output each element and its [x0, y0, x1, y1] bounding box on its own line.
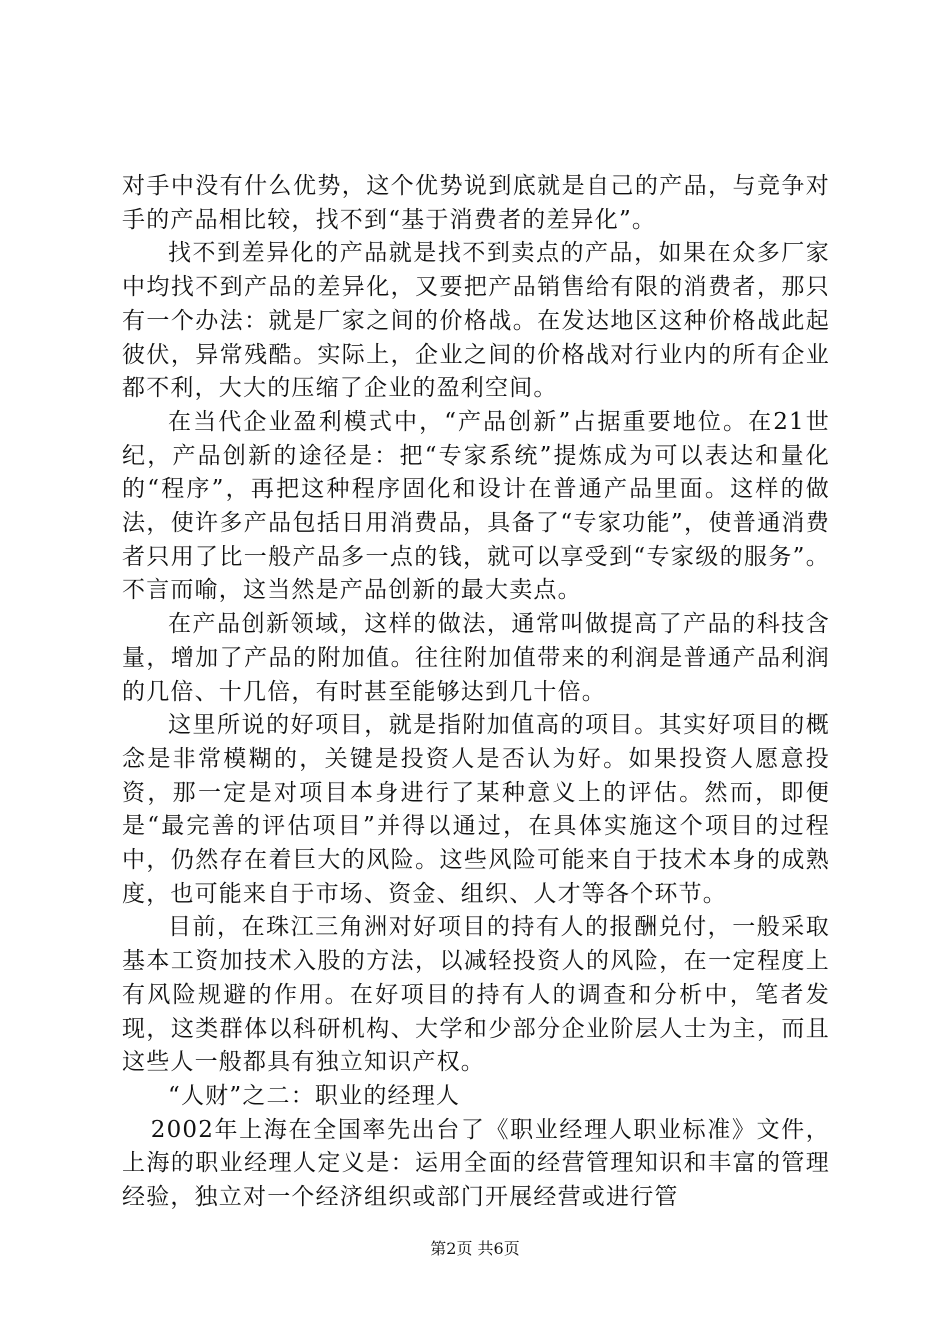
document-body [122, 170, 830, 1215]
paragraph-added-value: 在产品创新领域，这样的做法，通常叫做提高了产品的科技含量，增加了产品的附加值。往往附加值带来的利润是普通产品利润的几倍、十几倍，有时甚至能够达到几十倍。 [122, 611, 830, 705]
paragraph-good-project: 这里所说的好项目，就是指附加值高的项目。其实好项目的概念是非常模糊的，关键是投资人是否认为好。如果投资人愿意投资，那一定是对项目本身进行了某种意义上的评估。然而，即便是“最完善的评估项目”并得以通过，在具体实施这个项目的过程中，仍然存在着巨大的风险。这些风险可能来自于技术本身的成熟度，也可能来自于市场、资金、组织、人才等各个环节。 [122, 712, 830, 907]
paragraph-product-innovation: 在当代企业盈利模式中，“产品创新”占据重要地位。在21世纪，产品创新的途径是：把“专家系统”提炼成为可以表达和量化的“程序”，再把这种程序固化和设计在普通产品里面。这样的做法，使许多产品包括日用消费品，具备了“专家功能”，使普通消费者只用了比一般产品多一点的钱，就可以享受到“专家级的服务”。不言而喻，这当然是产品创新的最大卖点。 [122, 408, 830, 604]
page-footer: 第2页 共6页 [430, 1239, 520, 1258]
paragraph-pearl-river-delta: 目前，在珠江三角洲对好项目的持有人的报酬兑付，一般采取基本工资加技术入股的方法，以减轻投资人的风险，在一定程度上有风险规避的作用。在好项目的持有人的调查和分析中，笔者发现，这类群体以科研机构、大学和少部分企业阶层人士为主，而且这些人一般都具有独立知识产权。 [122, 914, 830, 1076]
paragraph-differentiation: 找不到差异化的产品就是找不到卖点的产品，如果在众多厂家中均找不到产品的差异化，又要把产品销售给有限的消费者，那只有一个办法：就是厂家之间的价格战。在发达地区这种价格战此起彼伏，异常残酷。实际上，企业之间的价格战对行业内的所有企业都不利，大大的压缩了企业的盈利空间。 [122, 240, 830, 402]
paragraph-shanghai-standard: 2002年上海在全国率先出台了《职业经理人职业标准》文件，上海的职业经理人定义是：运用全面的经营管理知识和丰富的管理经验，独立对一个经济组织或部门开展经营或进行管 [122, 1116, 830, 1211]
paragraph-continuation: 对手中没有什么优势，这个优势说到底就是自己的产品，与竞争对手的产品相比较，找不到“基于消费者的差异化”。 [122, 173, 830, 233]
section-heading-professional-manager: “人财”之二：职业的经理人 [168, 1082, 461, 1109]
